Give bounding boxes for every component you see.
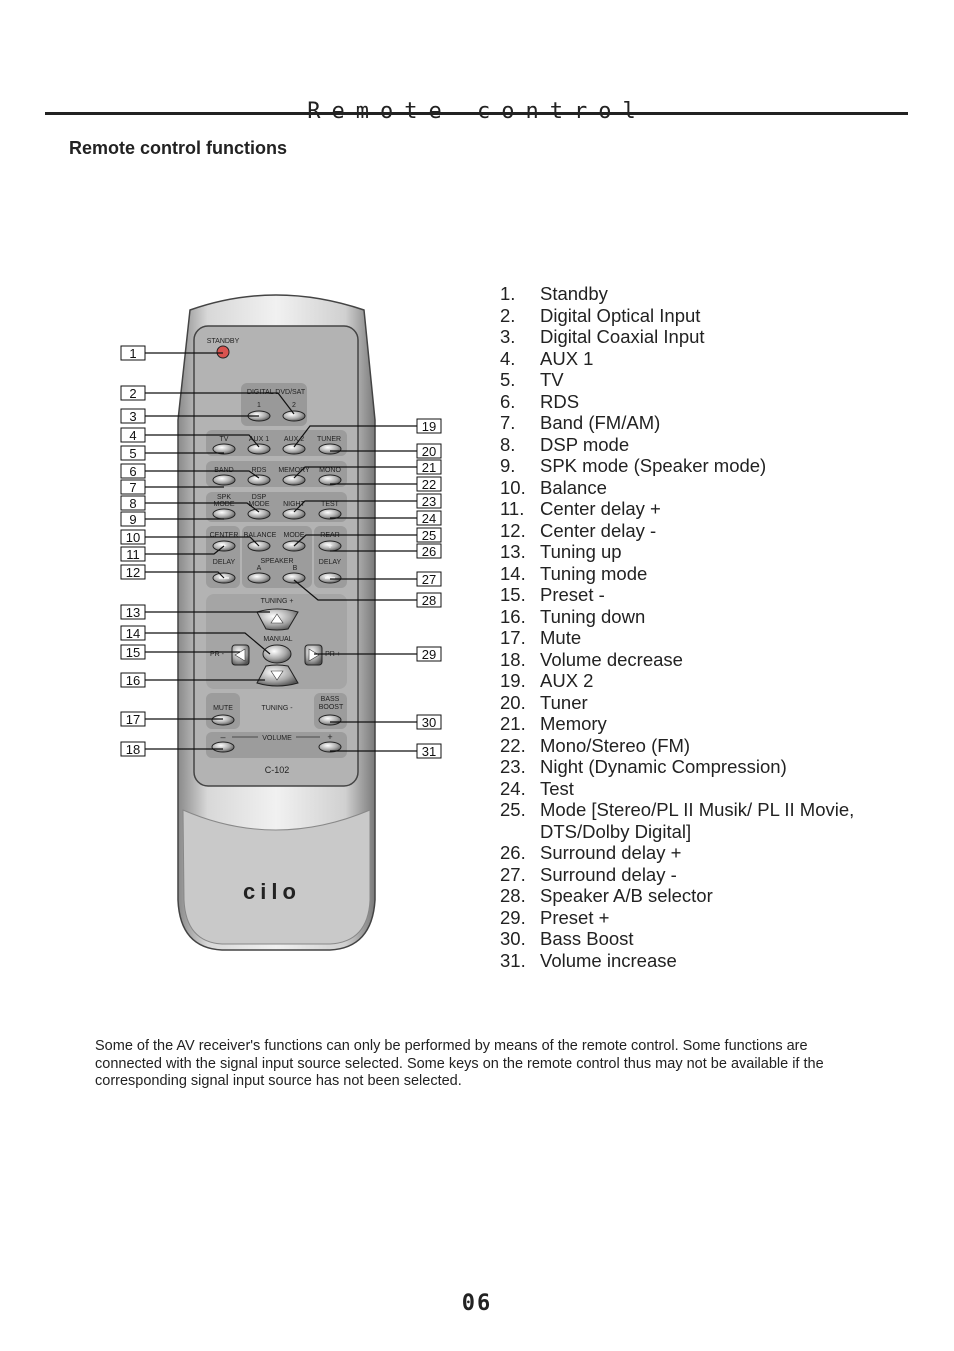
function-number: 16. — [500, 605, 526, 627]
callout-number: 24 — [421, 511, 437, 526]
function-number: 10. — [500, 476, 526, 498]
function-number: 29. — [500, 906, 526, 928]
function-label: Digital Optical Input — [540, 304, 701, 326]
label-spk-mode-1: SPK — [216, 494, 232, 501]
callout-number: 23 — [421, 494, 437, 509]
label-center: CENTER — [209, 532, 239, 539]
function-label: Tuning down — [540, 605, 646, 627]
label-vol-minus: – — [220, 732, 226, 742]
function-label: Tuning up — [540, 541, 622, 562]
function-label: DTS/Dolby Digital] — [540, 820, 692, 842]
function-item — [500, 735, 854, 757]
mute-button[interactable] — [212, 715, 234, 725]
callout-number: 21 — [421, 460, 437, 475]
function-item — [500, 283, 854, 305]
function-label: Test — [540, 777, 574, 799]
callout-number: 20 — [421, 444, 437, 459]
function-label: Tuner — [540, 691, 588, 713]
callout-number: 6 — [129, 464, 137, 479]
function-item — [500, 627, 854, 649]
function-item — [500, 391, 854, 413]
function-item — [500, 305, 854, 327]
volume-down-button[interactable] — [212, 742, 234, 752]
label-vol-plus: + — [327, 732, 333, 742]
callout-number: 18 — [125, 742, 141, 757]
function-label: Center delay - — [540, 519, 657, 541]
function-item — [500, 477, 854, 499]
callout-number: 13 — [125, 605, 141, 620]
function-number: 3. — [500, 326, 516, 347]
function-label: Bass Boost — [540, 928, 634, 949]
label-manual: MANUAL — [263, 636, 293, 643]
function-item — [500, 928, 854, 950]
label-night: NIGHT — [283, 501, 305, 508]
remote-model: C-102 — [264, 765, 290, 775]
label-speaker: SPEAKER — [260, 558, 294, 565]
function-number: 31. — [500, 949, 526, 971]
standby-button[interactable] — [217, 346, 229, 358]
function-number: 15. — [500, 584, 526, 605]
function-item — [500, 455, 854, 477]
function-number: 4. — [500, 347, 516, 369]
bass-boost-button[interactable] — [319, 715, 341, 725]
callout-number: 28 — [421, 593, 437, 608]
callout-number: 19 — [421, 419, 437, 434]
callout-number: 3 — [129, 409, 137, 424]
function-number: 17. — [500, 627, 526, 648]
remote-lower-shell — [183, 810, 370, 944]
function-label: SPK mode (Speaker mode) — [540, 455, 767, 476]
label-tuning-minus: TUNING - — [261, 705, 293, 712]
label-mode: MODE — [283, 532, 305, 539]
function-label: Mute — [540, 627, 582, 648]
label-digital-2: 2 — [292, 402, 296, 409]
function-number: 12. — [500, 519, 526, 541]
function-label: AUX 1 — [540, 347, 594, 369]
function-item — [500, 907, 854, 929]
callout-number: 11 — [126, 547, 140, 562]
function-item — [500, 950, 854, 972]
label-bass-1: BASS — [320, 696, 340, 703]
function-item — [500, 606, 854, 628]
function-label: Volume increase — [540, 949, 677, 971]
function-label: Night (Dynamic Compression) — [540, 756, 787, 777]
rear-plus-glyph: + — [327, 541, 333, 551]
digital-2-button[interactable] — [283, 411, 305, 421]
label-tv: TV — [219, 436, 229, 443]
function-item — [500, 713, 854, 735]
callout-number: 14 — [125, 626, 141, 641]
label-volume: VOLUME — [262, 735, 292, 742]
callout-number: 7 — [129, 480, 137, 495]
function-item — [500, 541, 854, 563]
function-number: 27. — [500, 863, 526, 885]
function-item — [500, 584, 854, 606]
label-delay-left: DELAY — [212, 559, 236, 566]
function-item — [500, 498, 854, 520]
label-mute: MUTE — [213, 705, 233, 712]
function-label: Tuning mode — [540, 562, 648, 584]
callout-number: 25 — [421, 528, 437, 543]
function-number: 8. — [500, 433, 516, 455]
footnote: Some of the AV receiver's functions can only be performed by means of the remote control. Some functions are connected with the signal input source selected. Some keys on the remote control thus may not be available if the corresponding signal input source has not been selected. — [95, 1038, 824, 1089]
memory-button[interactable] — [283, 475, 305, 485]
label-band: BAND — [214, 467, 234, 474]
function-label: DSP mode — [540, 433, 630, 455]
callout-number: 16 — [125, 673, 141, 688]
center-plus-glyph: + — [221, 541, 227, 551]
callout-number: 4 — [129, 428, 137, 443]
rds-button[interactable] — [248, 475, 270, 485]
label-dsp-mode-1: DSP — [251, 494, 267, 501]
callout-number: 12 — [125, 565, 141, 580]
aux2-button[interactable] — [283, 444, 305, 454]
function-number: 28. — [500, 885, 526, 906]
callout-number: 17 — [125, 712, 141, 727]
function-label: Speaker A/B selector — [540, 885, 713, 906]
function-label: Digital Coaxial Input — [540, 326, 705, 347]
label-delay-right: DELAY — [318, 559, 342, 566]
function-item — [500, 692, 854, 714]
label-speaker-b: B — [292, 565, 298, 572]
tuner-button[interactable] — [319, 444, 341, 454]
label-memory: MEMORY — [278, 467, 310, 474]
function-item — [500, 778, 854, 800]
label-tuning-plus: TUNING + — [260, 598, 294, 605]
label-spk-mode-2: MODE — [213, 501, 235, 508]
callout-number: 9 — [129, 512, 137, 527]
function-label: TV — [540, 369, 564, 390]
function-label: Standby — [540, 283, 608, 304]
callout-number: 15 — [125, 645, 141, 660]
callout-number: 2 — [129, 386, 137, 401]
function-label: Mode [Stereo/PL II Musik/ PL II Movie, — [540, 799, 855, 820]
function-number: 23. — [500, 756, 526, 777]
function-number: 7. — [500, 412, 516, 433]
function-number: 1. — [500, 283, 516, 304]
function-number: 26. — [500, 842, 526, 863]
label-bass-2: BOOST — [318, 704, 344, 711]
function-number: 11. — [500, 498, 525, 519]
function-number: 9. — [500, 455, 516, 476]
function-label: Volume decrease — [540, 648, 683, 670]
label-balance: BALANCE — [243, 532, 277, 539]
function-number: 24. — [500, 777, 526, 799]
speaker-b-button[interactable] — [283, 573, 305, 583]
label-mono: MONO — [319, 467, 341, 474]
function-label: RDS — [540, 390, 580, 412]
label-pr-plus: PR + — [325, 651, 341, 658]
label-standby: STANDBY — [206, 338, 240, 345]
callout-number: 10 — [125, 530, 141, 545]
function-label: Mono/Stereo (FM) — [540, 734, 691, 756]
night-button[interactable] — [283, 509, 305, 519]
callout-number: 30 — [421, 715, 437, 730]
function-item — [500, 885, 854, 907]
function-label: Memory — [540, 713, 607, 734]
function-item — [500, 756, 854, 778]
callout-number: 22 — [421, 477, 437, 492]
function-number: 25. — [500, 799, 526, 820]
callout-number: 29 — [421, 647, 437, 662]
function-number: 18. — [500, 648, 526, 670]
section-heading: Remote control functions — [69, 138, 288, 158]
function-item — [500, 563, 854, 585]
function-label: AUX 2 — [540, 670, 594, 691]
page-number: 06 — [461, 1291, 493, 1316]
function-list — [500, 283, 854, 971]
function-item — [500, 369, 854, 391]
function-item — [500, 864, 854, 886]
function-label: Preset - — [540, 584, 605, 605]
callout-number: 8 — [129, 496, 137, 511]
function-number: 22. — [500, 734, 526, 756]
function-label: Surround delay - — [540, 863, 677, 885]
label-aux2: AUX 2 — [283, 436, 305, 443]
function-number: 20. — [500, 691, 526, 713]
function-item — [500, 799, 854, 821]
remote-brand-logo: cilo — [243, 879, 301, 904]
speaker-a-button[interactable] — [248, 573, 270, 583]
label-tuner: TUNER — [316, 436, 342, 443]
function-item — [500, 412, 854, 434]
function-number: 21. — [500, 713, 526, 734]
function-label: Preset + — [540, 906, 610, 928]
tuning-mode-button[interactable] — [263, 645, 291, 663]
function-number: 5. — [500, 369, 516, 390]
label-digital-1: 1 — [257, 402, 261, 409]
function-number: 14. — [500, 562, 526, 584]
callout-number: 1 — [129, 346, 137, 361]
label-dsp-mode-2: MODE — [248, 501, 270, 508]
band-button[interactable] — [213, 475, 235, 485]
function-item — [500, 348, 854, 370]
function-item — [500, 842, 854, 864]
callout-number: 31 — [421, 744, 437, 759]
function-label: Center delay + — [540, 498, 661, 519]
label-speaker-a: A — [256, 565, 262, 572]
function-item — [500, 326, 854, 348]
function-item — [500, 434, 854, 456]
label-test: TEST — [321, 501, 339, 508]
function-label: Surround delay + — [540, 842, 682, 863]
aux1-button[interactable] — [248, 444, 270, 454]
dsp-mode-button[interactable] — [248, 509, 270, 519]
function-label: Balance — [540, 476, 607, 498]
function-number: 6. — [500, 390, 516, 412]
callout-number: 5 — [129, 446, 137, 461]
function-number: 19. — [500, 670, 526, 691]
function-number: 30. — [500, 928, 526, 949]
label-aux1: AUX 1 — [248, 436, 270, 443]
label-digital: DIGITAL DVD/SAT — [246, 389, 306, 396]
callout-number: 27 — [421, 572, 437, 587]
function-label: Band (FM/AM) — [540, 412, 661, 433]
callout-number: 26 — [421, 544, 437, 559]
label-pr-minus: PR - — [210, 651, 224, 658]
label-rear: REAR — [320, 532, 340, 539]
function-number: 2. — [500, 304, 516, 326]
function-item — [500, 520, 854, 542]
spk-mode-button[interactable] — [213, 509, 235, 519]
function-number: 13. — [500, 541, 526, 562]
function-item — [500, 649, 854, 671]
function-item — [500, 670, 854, 692]
function-item — [500, 821, 854, 843]
label-rds: RDS — [251, 467, 267, 474]
